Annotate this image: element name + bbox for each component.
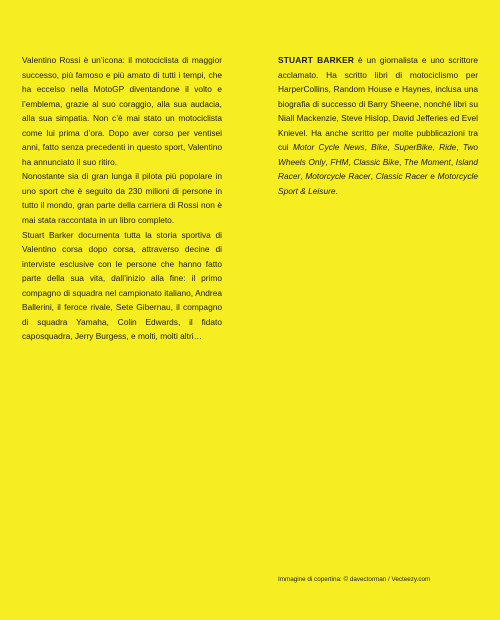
separator: , — [348, 156, 354, 167]
publication-title: Two Wheels Only — [278, 142, 478, 167]
separator: , — [370, 171, 376, 182]
publication-title: Motorcycle Sport & Leisure — [278, 171, 478, 196]
publication-title: Ride — [439, 142, 457, 153]
separator: , — [364, 142, 372, 153]
separator: , — [450, 156, 456, 167]
author-name: STUART BARKER — [278, 55, 355, 65]
separator: , — [398, 156, 404, 167]
publication-title: Motorcycle Racer — [305, 171, 371, 182]
author-bio-text: è un giornalista e uno scrittore acclamato. Ha scritto libri di motociclismo per HarperCollins, Random House e Haynes, inclusa una biografia di successo di Barry Sheene, nonché libri su Niall Mackenzie, Steve Hislop, David Jefferies ed Evel Knievel. Ha anche scritto per molte pubblicazioni tra cui — [278, 55, 478, 153]
publication-title: The Moment — [403, 156, 451, 167]
synopsis-paragraph: Nonostante sia di gran lunga il pilota più popolare in uno sport che è seguito da 230 milioni di persone in tutto il mondo, gran parte della carriera di Rossi non è mai stata raccontata in un libro completo. — [22, 171, 222, 226]
publication-title: SuperBike — [393, 142, 433, 153]
separator: , — [325, 156, 331, 167]
publication-title: Classic Bike — [353, 156, 399, 167]
publication-title: Island Racer — [278, 156, 479, 182]
separator: , — [456, 142, 463, 153]
publication-title: Classic Racer — [375, 171, 428, 182]
publication-title: Bike — [371, 142, 388, 153]
separator: , — [300, 171, 306, 182]
publication-title: FHM — [330, 156, 349, 167]
separator: , — [387, 142, 394, 153]
synopsis-paragraph: Stuart Barker documenta tutta la storia sportiva di Valentino corsa dopo corsa, attraverso decine di interviste esclusive con le persone che hanno fatto parte della sua vita, dall’inizio alla fine: il primo compagno di squadra nel campionato italiano, Andrea Ballerini, il feroce rivale, Sete Gibernau, il compagno di squadra Yamaha, Colin Edwards, il fidato caposquadra, Jerry Burgess, e molti, molti altri… — [22, 229, 222, 342]
sentence-end: . — [335, 185, 338, 196]
separator: e — [427, 171, 438, 182]
separator: , — [432, 142, 440, 153]
cover-image-credit: Immagine di copertina: © davectorman / Vecteezy.com — [278, 576, 431, 583]
synopsis-paragraph: Valentino Rossi è un’icona: il motociclista di maggior successo, più famoso e più amato di tutti i tempi, che ha eccelso nella MotoGP diventandone il volto e l’emblema, grazie al suo coraggio, alla sua audacia, alla sua simpatia. Non c’è mai stato un motociclista come lui prima d’ora. Dopo aver corso per ventisei anni, fatto senza precedenti in questo sport, Valentino ha annunciato il suo ritiro. — [22, 55, 222, 167]
author-bio — [278, 53, 478, 198]
synopsis-column — [22, 53, 222, 344]
publication-title: Motor Cycle News — [292, 142, 365, 153]
author-bio-column — [278, 53, 478, 198]
